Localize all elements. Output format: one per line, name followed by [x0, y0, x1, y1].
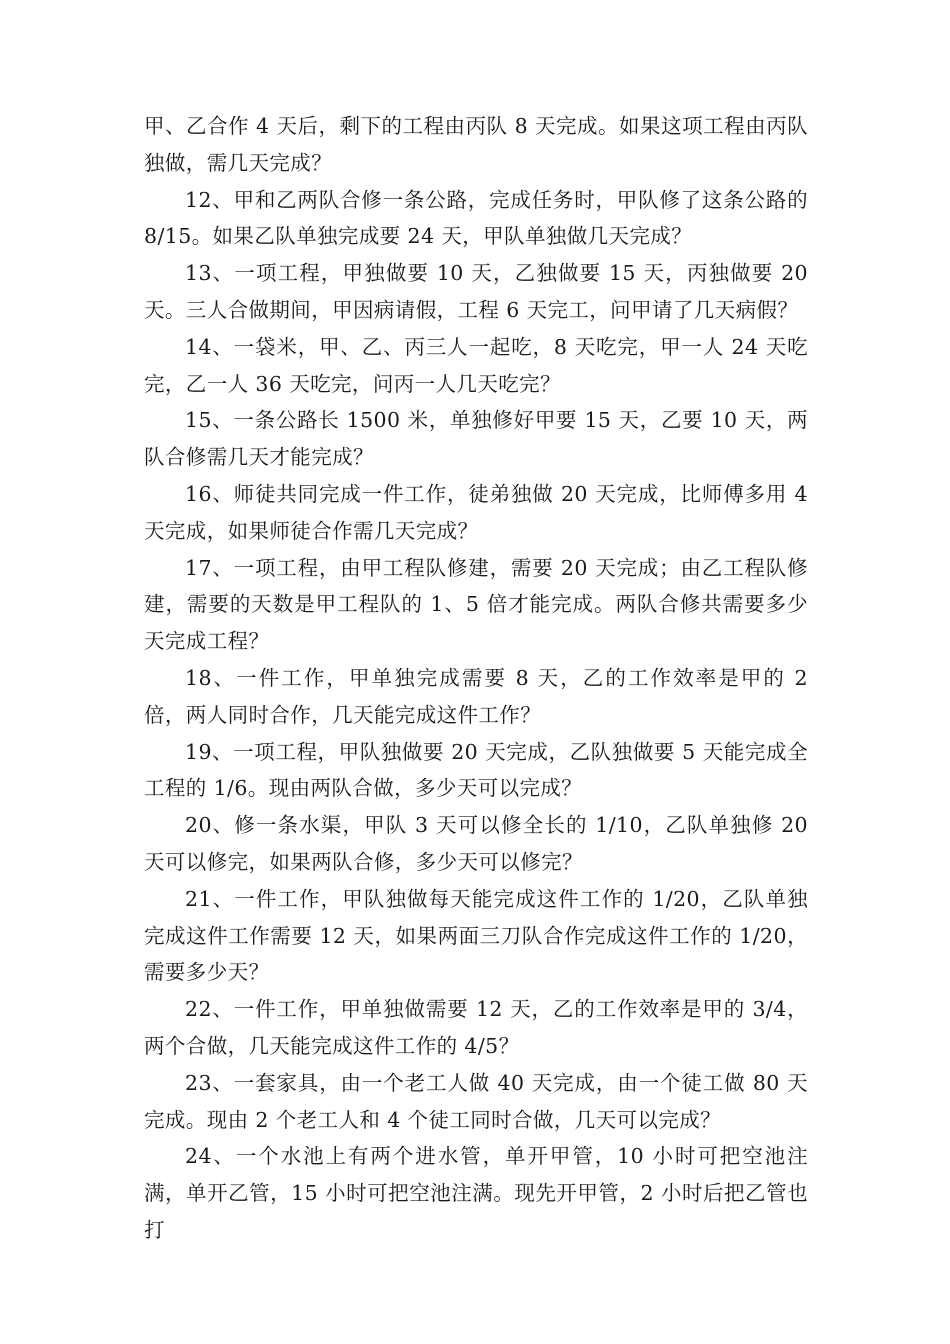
question-15: 15、一条公路长 1500 米，单独修好甲要 15 天，乙要 10 天，两队合修需几天才能完成？: [144, 408, 808, 470]
question-16: 16、师徒共同完成一件工作，徒弟独做 20 天完成，比师傅多用 4 天完成，如果师徒合作需几天完成？: [144, 481, 808, 543]
question-20: 20、修一条水渠，甲队 3 天可以修全长的 1/10，乙队单独修 20 天可以修完，如果两队合修，多少天可以修完？: [144, 813, 808, 874]
document-page: [144, 108, 808, 1249]
paragraph-continuation: 甲、乙合作 4 天后，剩下的工程由丙队 8 天完成。如果这项工程由丙队独做，需几天完成？: [144, 114, 808, 175]
question-21: 21、一件工作，甲队独做每天能完成这件工作的 1/20，乙队单独完成这件工作需要 12 天，如果两面三刀队合作完成这件工作的 1/20，需要多少天？: [144, 886, 808, 985]
question-14: 14、一袋米，甲、乙、丙三人一起吃，8 天吃完，甲一人 24 天吃完，乙一人 36 天吃完，问丙一人几天吃完？: [144, 334, 808, 396]
question-13: 13、一项工程，甲独做要 10 天，乙独做要 15 天，丙独做要 20 天。三人合做期间，甲因病请假，工程 6 天完工，问甲请了几天病假？: [144, 261, 808, 322]
question-17: 17、一项工程，由甲工程队修建，需要 20 天完成；由乙工程队修建，需要的天数是甲工程队的 1、5 倍才能完成。两队合修共需要多少天完成工程？: [144, 555, 808, 654]
question-22: 22、一件工作，甲单独做需要 12 天，乙的工作效率是甲的 3/4，两个合做，几天能完成这件工作的 4/5？: [144, 997, 808, 1058]
question-19: 19、一项工程，甲队独做要 20 天完成，乙队独做要 5 天能完成全工程的 1/6。现由两队合做，多少天可以完成？: [144, 739, 808, 801]
question-12: 12、甲和乙两队合修一条公路，完成任务时，甲队修了这条公路的 8/15。如果乙队单独完成要 24 天，甲队单独做几天完成？: [144, 187, 808, 249]
question-24: 24、一个水池上有两个进水管，单开甲管，10 小时可把空池注满，单开乙管，15 小时可把空池注满。现先开甲管，2 小时后把乙管也打: [144, 1144, 808, 1242]
question-18: 18、一件工作，甲单独完成需要 8 天，乙的工作效率是甲的 2 倍，两人同时合作，几天能完成这件工作？: [144, 665, 808, 727]
question-23: 23、一套家具，由一个老工人做 40 天完成，由一个徒工做 80 天完成。现由 2 个老工人和 4 个徒工同时合做，几天可以完成？: [144, 1070, 808, 1132]
